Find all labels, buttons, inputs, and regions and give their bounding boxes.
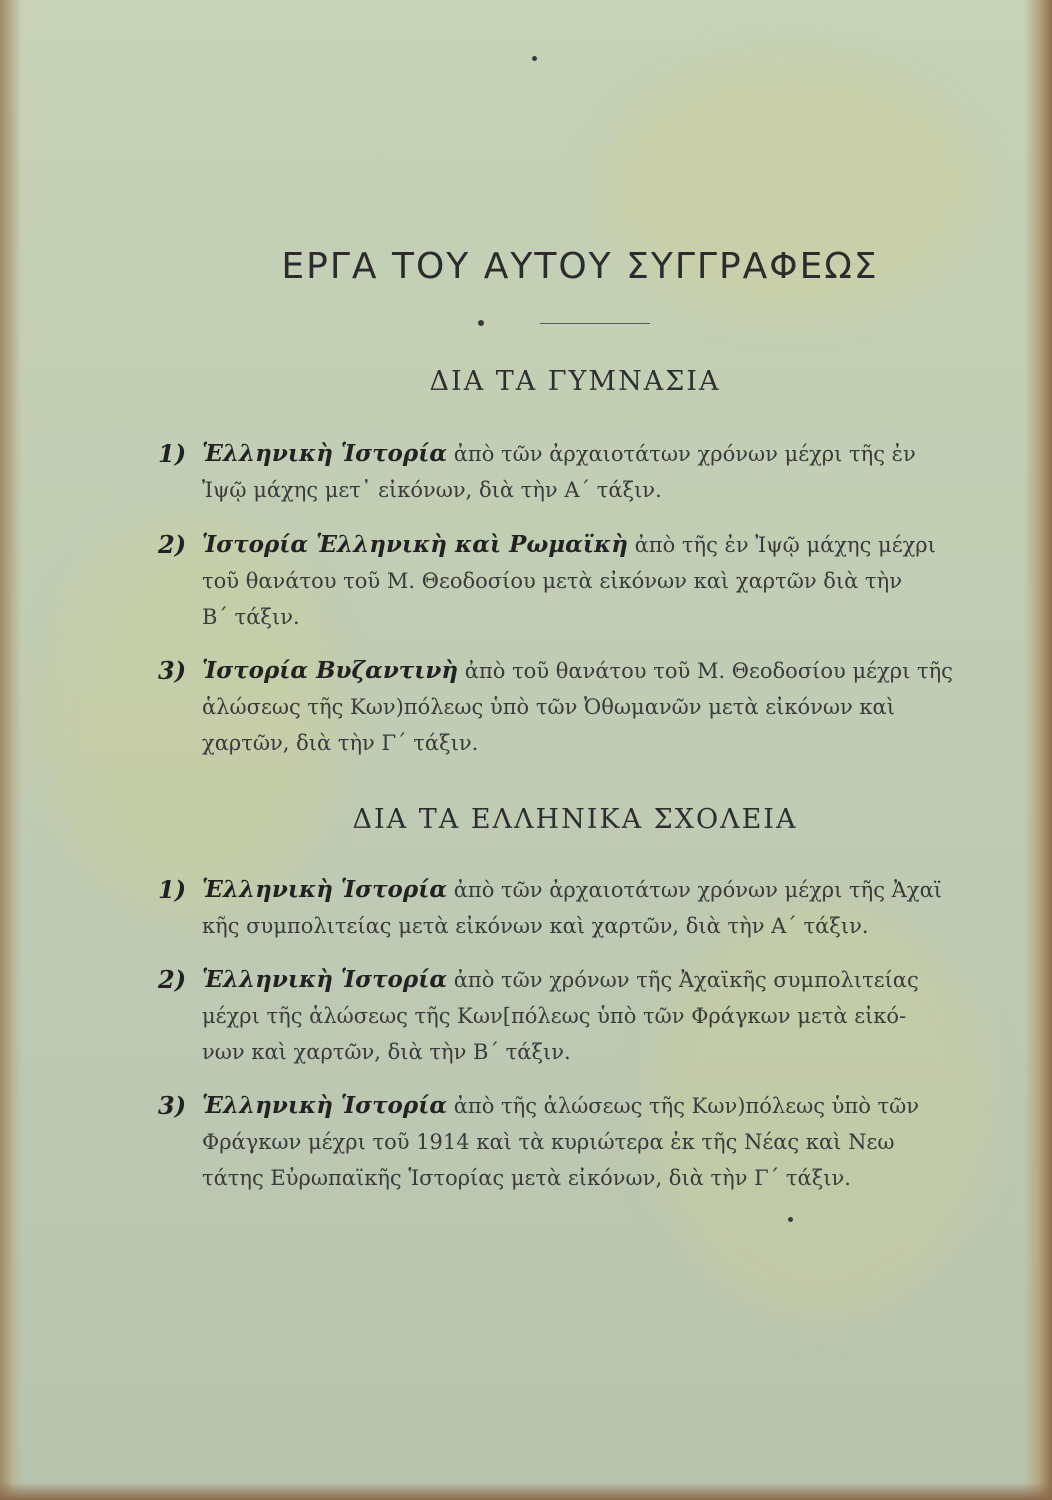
book-title: Ἑλληνικὴ Ἱστορία: [202, 966, 448, 993]
item-number: 2): [158, 530, 187, 559]
book-description: ἀπὸ τῶν ἀρχαιοτάτων χρόνων μέχρι τῆς ἐν: [453, 442, 916, 466]
book-description: Φράγκων μέχρι τοῦ 1914 καὶ τὰ κυριώτερα ἐκ τῆς Νέας καὶ Νεω: [202, 1130, 895, 1154]
list-item: [160, 1088, 1010, 1196]
book-description: μέχρι τῆς ἁλώσεως τῆς Κων[πόλεως ὑπὸ τῶν Φράγκων μετὰ εἰκό-: [202, 1004, 907, 1028]
list-item: [160, 527, 1010, 635]
item-number: 1): [158, 875, 187, 904]
book-description: χαρτῶν, διὰ τὴν Γ΄ τάξιν.: [202, 731, 479, 755]
list-item: [160, 653, 1010, 761]
page-edge-left: [0, 0, 22, 1500]
item-number: 2): [158, 965, 187, 994]
book-description: ἁλώσεως τῆς Κων)πόλεως ὑπὸ τῶν Ὀθωμανῶν μετὰ εἰκόνων καὶ: [202, 695, 895, 719]
book-title: Ἑλληνικὴ Ἱστορία: [202, 876, 448, 903]
page-title: ΕΡΓΑ ΤΟΥ ΑΥΤΟΥ ΣΥΓΓΡΑΦΕΩΣ: [281, 246, 879, 287]
book-description: ἀπὸ τῆς ἐν Ἰψῷ μάχης μέχρι: [634, 533, 936, 557]
book-description: τοῦ θανάτου τοῦ Μ. Θεοδοσίου μετὰ εἰκόνων καὶ χαρτῶν διὰ τὴν: [202, 569, 902, 593]
item-number: 3): [158, 656, 187, 685]
book-description: ἀπὸ τῶν ἀρχαιοτάτων χρόνων μέχρι τῆς Ἀχαϊ: [453, 878, 942, 902]
book-description: ἀπὸ τῶν χρόνων τῆς Ἀχαϊκῆς συμπολιτείας: [453, 968, 919, 992]
book-description: νων καὶ χαρτῶν, διὰ τὴν Β΄ τάξιν.: [202, 1040, 571, 1064]
page-edge-bottom: [0, 1482, 1052, 1500]
title-rule: [540, 323, 650, 324]
book-description: τάτης Εὐρωπαϊκῆς Ἱστορίας μετὰ εἰκόνων, διὰ τὴν Γ΄ τάξιν.: [202, 1166, 851, 1190]
book-description: ἀπὸ τῆς ἁλώσεως τῆς Κων)πόλεως ὑπὸ τῶν: [453, 1094, 920, 1118]
book-title: Ἱστορία Βυζαντινὴ: [202, 657, 459, 684]
ink-dot: [478, 320, 484, 326]
book-title: Ἑλληνικὴ Ἱστορία: [202, 440, 448, 467]
book-description: Β΄ τάξιν.: [202, 605, 300, 629]
list-item: [160, 436, 1010, 508]
section-heading-hellenic-schools: ΔΙΑ ΤΑ ΕΛΛΗΝΙΚΑ ΣΧΟΛΕΙΑ: [352, 804, 798, 835]
ink-dot: [532, 56, 537, 61]
book-title: Ἑλληνικὴ Ἱστορία: [202, 1092, 448, 1119]
section-heading-gymnasia: ΔΙΑ ΤΑ ΓΥΜΝΑΣΙΑ: [429, 366, 721, 397]
item-number: 3): [158, 1091, 187, 1120]
page-edge-right: [1024, 0, 1052, 1500]
list-item: [160, 962, 1010, 1070]
list-item: [160, 872, 1010, 944]
item-number: 1): [158, 439, 187, 468]
ink-dot: [788, 1217, 793, 1222]
book-description: ἀπὸ τοῦ θανάτου τοῦ Μ. Θεοδοσίου μέχρι τῆς: [464, 659, 953, 683]
book-title: Ἱστορία Ἑλληνικὴ καὶ Ρωμαϊκὴ: [202, 531, 628, 558]
book-description: Ἰψῷ μάχης μετ᾽ εἰκόνων, διὰ τὴν Α΄ τάξιν.: [202, 478, 662, 502]
book-description: κῆς συμπολιτείας μετὰ εἰκόνων καὶ χαρτῶν, διὰ τὴν Α΄ τάξιν.: [202, 914, 869, 938]
